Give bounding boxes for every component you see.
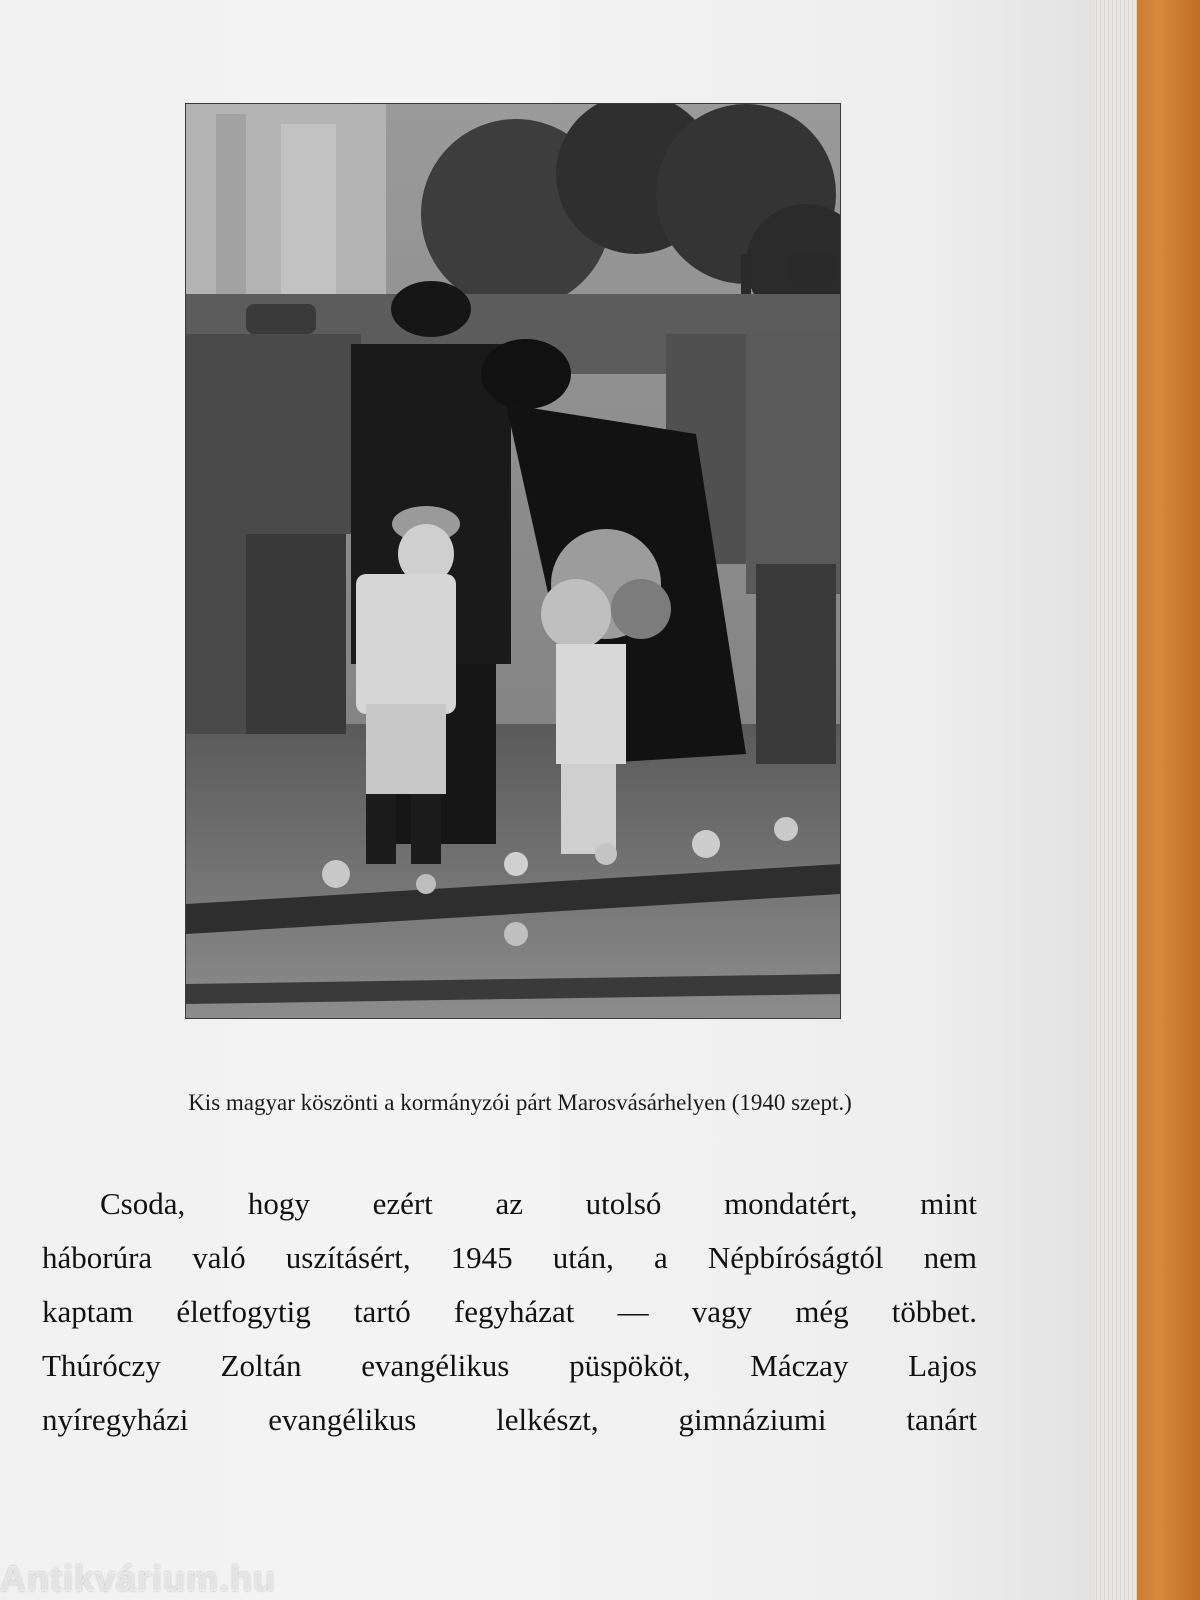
photograph-icon [186, 104, 840, 1018]
backdrop-wood [1130, 0, 1200, 1600]
photo-caption: Kis magyar köszönti a kormányzói párt Marosvásárhelyen (1940 szept.) [188, 1090, 852, 1115]
body-line: kaptam életfogytig tartó fegyházat — vagy még többet. [42, 1294, 977, 1329]
page-edges [1092, 0, 1137, 1600]
historical-photograph [186, 104, 840, 1018]
body-line: háborúra való uszításért, 1945 után, a Népbíróságtól nem [42, 1240, 977, 1275]
body-line: Thúróczy Zoltán evangélikus püspököt, Máczay Lajos [42, 1348, 977, 1383]
body-paragraph [42, 1177, 977, 1447]
watermark: Antikvárium.hu [0, 1558, 277, 1599]
body-line: nyíregyházi evangélikus lelkészt, gimnáziumi tanárt [42, 1402, 977, 1437]
body-line: Csoda, hogy ezért az utolsó mondatért, mint [100, 1186, 977, 1221]
